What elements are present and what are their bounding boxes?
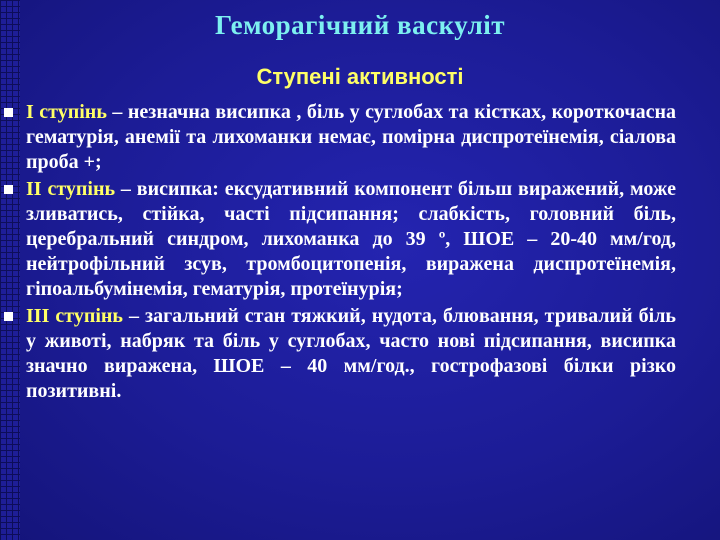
stage-1-paragraph [26, 100, 676, 175]
square-bullet-icon [4, 108, 13, 117]
stage-1-label: I ступінь [26, 101, 107, 123]
slide-content [26, 100, 676, 406]
slide-title: Геморагічний васкуліт [214, 10, 506, 40]
square-bullet-icon [4, 312, 13, 321]
stage-3-label: III ступінь [26, 305, 123, 327]
stage-2-label: II ступінь [26, 178, 116, 200]
stage-2-paragraph [26, 177, 676, 302]
stage-1-text: – незначна висипка , біль у суглобах та кістках, короткочасна гематурія, анемії та лихоманки немає, помірна диспротеїнемія, сіалова проба +; [26, 101, 676, 173]
stage-3-paragraph [26, 304, 676, 404]
square-bullet-icon [4, 185, 13, 194]
stage-3-text: – загальний стан тяжкий, нудота, блювання, тривалий біль у животі, набряк та біль у суглобах, часто нові підсипання, висипка значно виражена, ШОЕ – 40 мм/год., гострофазові білки різко позитивні. [26, 305, 676, 402]
stage-2-text: – висипка: ексудативний компонент більш виражений, може зливатись, стійка, часті підсипання; слабкість, головний біль, церебральний синдром, лихоманка до 39 º, ШОЕ – 20-40 мм/год, нейтрофільний зсув, тромбоцитопенія, виражена диспротеїнемія, гіпоальбумінемія, гематурія, протеїнурія; [26, 178, 676, 300]
slide-subtitle: Ступені активності [256, 64, 464, 89]
